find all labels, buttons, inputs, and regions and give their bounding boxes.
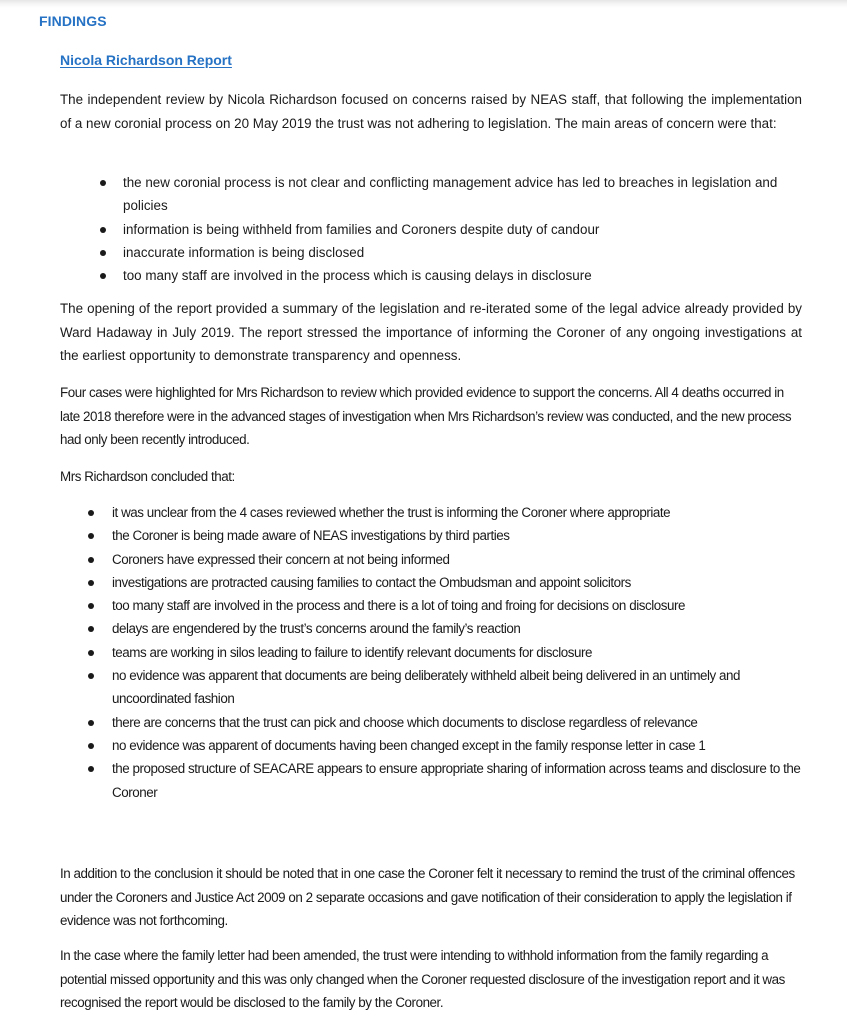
bullet-icon [88,510,94,516]
concluded-intro: Mrs Richardson concluded that: [60,469,235,484]
list-item [100,241,780,264]
list-item-text: the proposed structure of SEACARE appears to ensure appropriate sharing of information across teams and disclosure to the Coroner [112,761,801,800]
list-item [100,264,780,287]
list-item [100,218,780,241]
bullet-icon [88,720,94,726]
list-item-text: no evidence was apparent of documents having been changed except in the family response letter in case 1 [112,737,706,753]
bullet-icon [88,603,94,609]
bullet-icon [88,626,94,632]
list-item [88,501,803,524]
list-item-text: there are concerns that the trust can pick and choose which documents to disclose regardless of relevance [112,714,698,730]
opening-paragraph: The opening of the report provided a summary of the legislation and re-iterated some of the legal advice already provided by Ward Hadaway in July 2019. The report stressed the importance of informing the Coroner of any ongoing investigations at the earliest opportunity to demonstrate transparency and openness. [60,301,802,363]
concerns-list [100,171,780,287]
list-item [88,641,803,664]
amended-paragraph: In the case where the family letter had been amended, the trust were intending to withhold information from the family regarding a potential missed opportunity and this was only changed when the Coroner requested disclosure of the investigation report and it was recognised the report would be disclosed to the family by the Coroner. [60,948,785,1010]
list-item-text: investigations are protracted causing families to contact the Ombudsman and appoint solicitors [112,574,631,590]
bullet-icon [88,766,94,772]
bullet-icon [100,227,106,233]
list-item [88,548,803,571]
cases-paragraph: Four cases were highlighted for Mrs Richardson to review which provided evidence to support the concerns. All 4 deaths occurred in late 2018 therefore were in the advanced stages of investigation when Mrs Richardson’s review was conducted, and the new process had only been recently introduced. [60,385,792,447]
list-item-text: it was unclear from the 4 cases reviewed whether the trust is informing the Coroner where appropriate [112,505,671,520]
list-item-text: teams are working in silos leading to failure to identify relevant documents for disclosure [112,644,593,660]
addition-paragraph: In addition to the conclusion it should be noted that in one case the Coroner felt it necessary to remind the trust of the criminal offences under the Coroners and Justice Act 2009 on 2 separate occasions and gave notification of their consideration to apply the legislation if evidence was not forthcoming. [60,866,795,928]
list-item-text: too many staff are involved in the process which is causing delays in disclosure [123,268,592,284]
list-item [88,594,803,617]
page-top-shadow [0,0,847,8]
bullet-icon [88,533,94,539]
list-item-text: Coroners have expressed their concern at not being informed [112,551,450,567]
bullet-icon [88,650,94,656]
list-item-text: too many staff are involved in the process and there is a lot of toing and froing for decisions on disclosure [112,598,685,614]
list-item [88,617,803,640]
bullet-icon [100,273,106,279]
list-item [88,664,803,711]
list-item-text: no evidence was apparent that documents are being deliberately withheld albeit being delivered in an untimely and uncoordinated fashion [112,668,741,707]
list-item [88,711,803,734]
bullet-icon [88,557,94,563]
list-item-text: the Coroner is being made aware of NEAS investigations by third parties [112,528,510,544]
list-item [88,757,803,804]
bullet-icon [100,250,106,256]
section-heading-findings: FINDINGS [39,13,107,29]
list-item-text: information is being withheld from families and Coroners despite duty of candour [123,221,600,237]
sub-heading-report-link[interactable]: Nicola Richardson Report [60,52,232,68]
list-item [100,171,780,218]
bullet-icon [100,180,106,186]
bullet-icon [88,580,94,586]
list-item-text: the new coronial process is not clear and conflicting management advice has led to breaches in legislation and policies [123,175,778,214]
list-item [88,734,803,757]
intro-paragraph: The independent review by Nicola Richardson focused on concerns raised by NEAS staff, that following the implementation of a new coronial process on 20 May 2019 the trust was not adhering to legislation. The main areas of concern were that: [60,92,802,131]
conclusions-list [88,501,803,804]
list-item [88,524,803,547]
list-item-text: delays are engendered by the trust’s concerns around the family’s reaction [112,621,521,637]
list-item [88,571,803,594]
list-item-text: inaccurate information is being disclosed [123,244,365,260]
bullet-icon [88,743,94,749]
bullet-icon [88,673,94,679]
